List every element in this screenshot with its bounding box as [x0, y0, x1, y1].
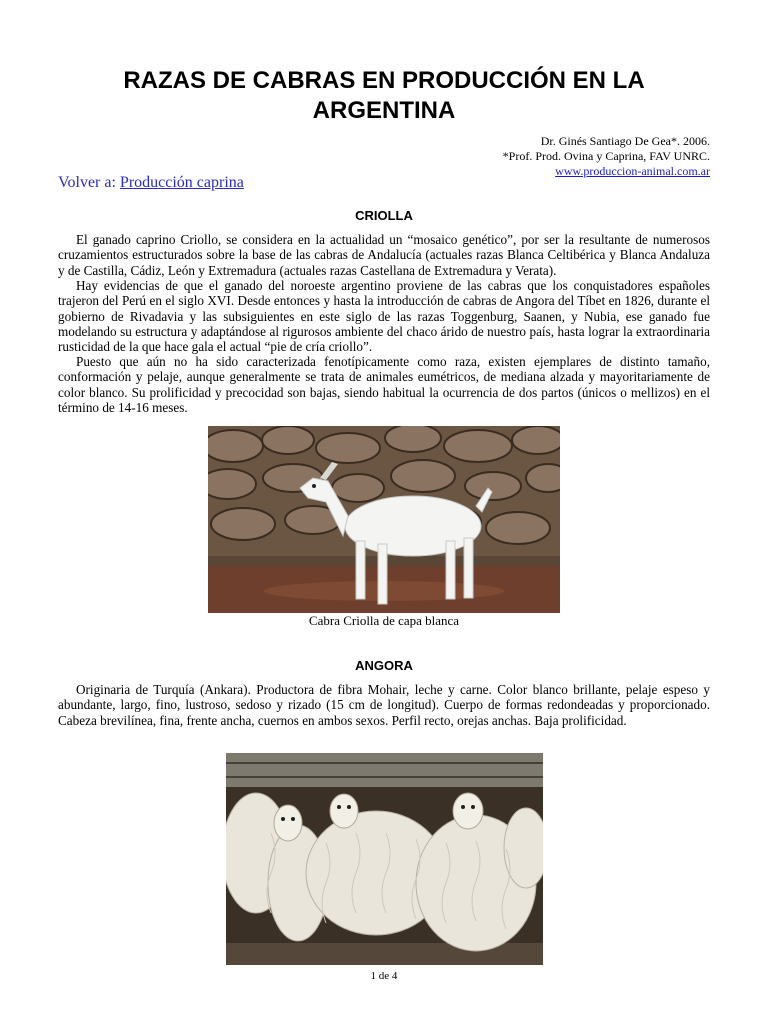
back-link-prefix: Volver a: [58, 174, 116, 191]
paragraph: Hay evidencias de que el ganado del noroeste argentino proviene de las cabras que los conquistadores españoles trajeron del Perú en el siglo XVI. Desde entonces y hasta la introducción de cabras de Angora del Tíbet en 1826, durante el gobierno de Rivadavia y las subsiguientes en este siglo de las razas Toggenburg, Saanen, y Nubia, ese ganado fue modelando su estructura y adaptándose al rigurosos ambiente del chaco árido de nuestro país, hasta lograr la extraordinaria rusticidad de la que hace gala el actual “pie de cría criollo”. [58, 278, 710, 355]
paragraph: Puesto que aún no ha sido caracterizada fenotípicamente como raza, existen ejemplares de distinto tamaño, conformación y pelaje, aunque generalmente se trata de animales eumétricos, de mediana alzada y mayoritariamente de color blanco. Su prolificidad y precocidad son bajas, siendo habitual la ocurrencia de dos partos (únicos o mellizos) en el término de 14-16 meses. [58, 354, 710, 415]
paragraph: Originaria de Turquía (Ankara). Productora de fibra Mohair, leche y carne. Color blanco brillante, pelaje espeso y abundante, largo, fino, lustroso, sedoso y rizado (15 cm de longitud). Cuerpo de formas redondeadas y proporcionado. Cabeza brevilínea, fina, frente ancha, cuernos en ambos sexos. Perfil recto, orejas anchas. Baja prolificidad. [58, 682, 710, 728]
criolla-goat-photo [208, 426, 560, 613]
author-block [503, 134, 710, 179]
photo-caption: Cabra Criolla de capa blanca [308, 613, 460, 628]
website-link[interactable]: www.produccion-animal.com.ar [555, 164, 710, 178]
back-link-row [58, 174, 244, 192]
author-affiliation: *Prof. Prod. Ovina y Caprina, FAV UNRC. [502, 149, 710, 163]
section-heading-criolla: CRIOLLA [355, 208, 413, 223]
document-page [58, 0, 710, 1024]
author-name: Dr. Ginés Santiago De Gea*. 2006. [540, 134, 710, 148]
page-title: RAZAS DE CABRAS EN PRODUCCIÓN EN LA ARGENTINA [123, 67, 645, 124]
back-link[interactable]: Producción caprina [119, 174, 244, 191]
angora-goats-photo [226, 753, 543, 965]
paragraph: El ganado caprino Criollo, se considera en la actualidad un “mosaico genético”, por ser la resultante de numerosos cruzamientos estructurados sobre la base de las cabras de Andalucía (actuales razas Blanca Celtibérica y Blanca Andaluza y de Castilla, Cádiz, León y Extremadura (actuales razas Castellana de Extremadura y Verata). [58, 232, 710, 278]
section-heading-angora: ANGORA [355, 658, 413, 673]
page-number: 1 de 4 [370, 970, 398, 982]
